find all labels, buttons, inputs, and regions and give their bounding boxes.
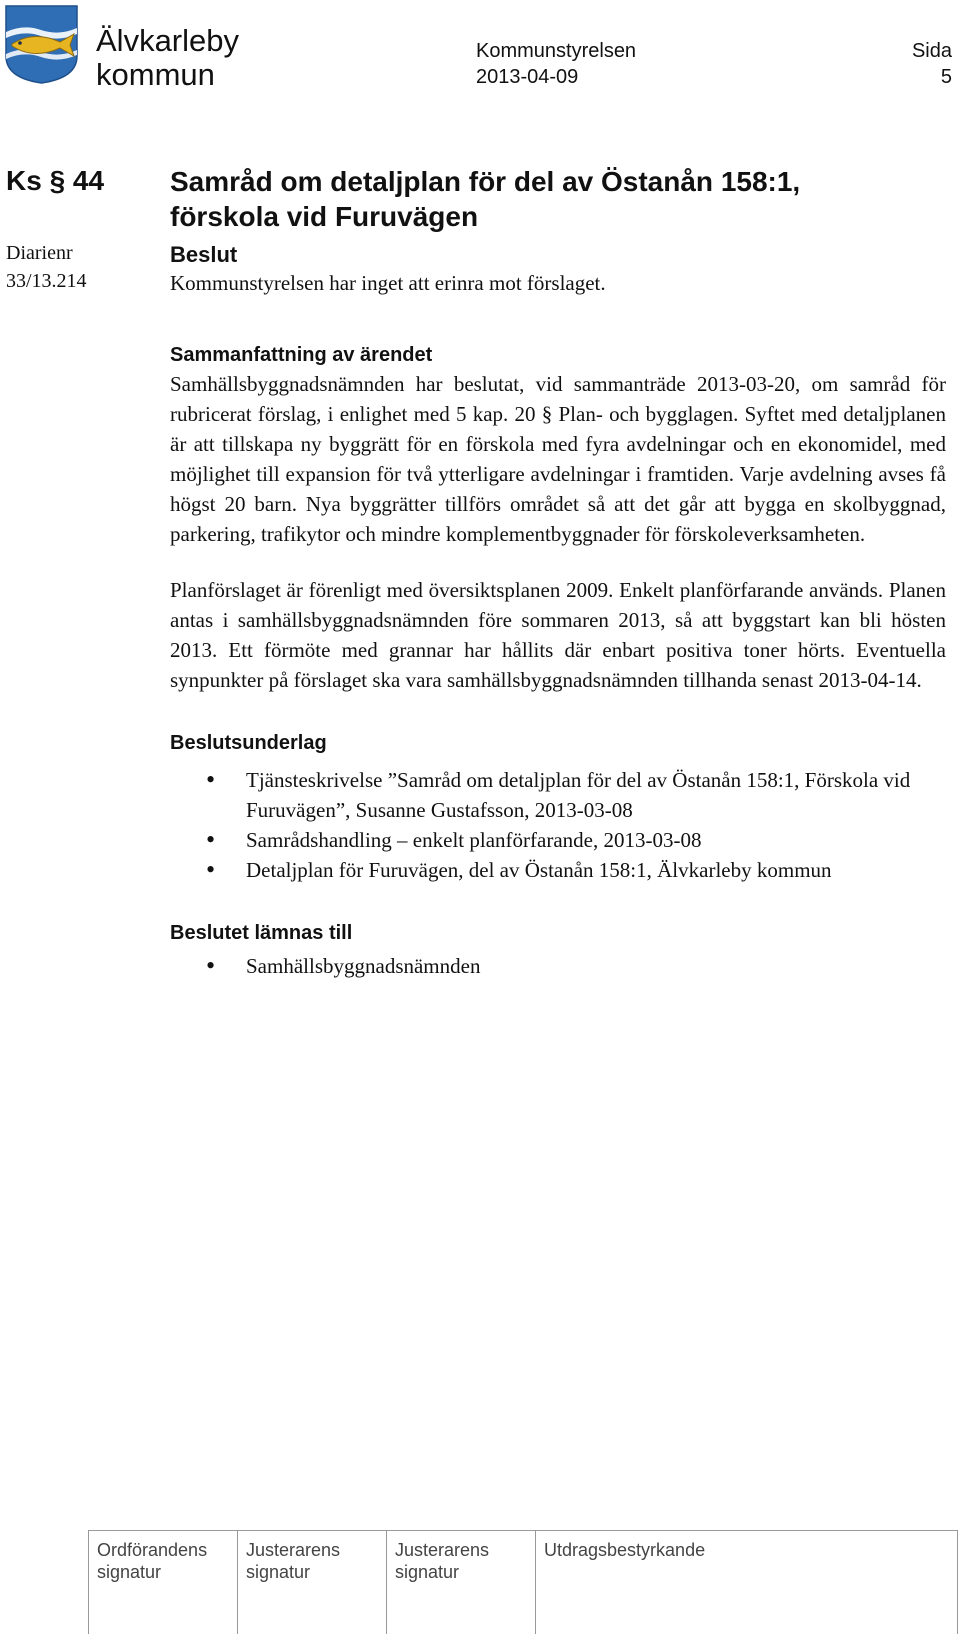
signature-table — [88, 1530, 958, 1634]
diarienummer — [6, 239, 87, 295]
signature-role: Utdragsbestyrkande — [544, 1540, 706, 1560]
page-title-line1: Samråd om detaljplan för del av Östanån 158:1, — [170, 166, 801, 197]
sammanfattning-heading: Sammanfattning av ärendet — [170, 344, 433, 366]
list-item: • Samrådshandling – enkelt planförfarande, 2013-03-08 — [170, 825, 946, 855]
fish-coat-of-arms-icon — [4, 4, 79, 84]
sammanfattning-paragraph-2: Planförslaget är förenligt med översiktsplanen 2009. Enkelt planförfarande används. Planen antas i samhällsbyggnadsnämnden före sommaren 2013, så att byggstart kan bli hösten 2013. Ett förmöte med grannar har hållits där enbart positiva toner hörts. Eventuella synpunkter på förslaget ska vara samhällsbyggnadsnämnden tillhanda senast 2013-04-14. — [170, 578, 946, 692]
organization-name-line2: kommun — [96, 57, 215, 92]
signature-label: signatur — [97, 1562, 162, 1582]
beslut-text: Kommunstyrelsen har inget att erinra mot förslaget. — [170, 271, 606, 295]
signature-label: signatur — [246, 1562, 311, 1582]
header-unit: Kommunstyrelsen — [476, 40, 637, 62]
signature-cell-ordforande — [88, 1531, 237, 1634]
signature-label: signatur — [395, 1562, 460, 1582]
header-unit-block — [476, 38, 636, 90]
main-content — [170, 164, 946, 981]
beslut-heading: Beslut — [170, 242, 238, 267]
page-title-line2: förskola vid Furuvägen — [170, 201, 479, 232]
page-label: Sida — [911, 40, 952, 62]
paragraph-number: Ks § 44 — [6, 165, 105, 196]
page-title — [170, 164, 946, 234]
header-date: 2013-04-09 — [476, 66, 579, 88]
organization-name-line1: Älvkarleby — [96, 23, 239, 58]
signature-cell-justerare-1 — [237, 1531, 386, 1634]
signature-cell-justerare-2 — [386, 1531, 535, 1634]
signature-role: Ordförandens — [97, 1540, 208, 1560]
header-page-block — [912, 38, 952, 90]
signature-cell-utdragsbestyrkande — [535, 1531, 958, 1634]
beslutsunderlag-list — [170, 765, 946, 885]
beslutsunderlag-heading: Beslutsunderlag — [170, 732, 327, 754]
diarienr-label: Diarienr — [6, 242, 73, 264]
beslutet-lamnas-till-heading: Beslutet lämnas till — [170, 922, 353, 944]
list-item: • Tjänsteskrivelse ”Samråd om detaljplan för del av Östanån 158:1, Förskola vid Furuvägen”, Susanne Gustafsson, 2013-03-08 — [170, 765, 946, 825]
signature-role: Justerarens — [246, 1540, 341, 1560]
organization-name — [96, 24, 239, 92]
list-item: • Samhällsbyggnadsnämnden — [170, 951, 946, 981]
beslutet-lamnas-till-list — [170, 951, 946, 981]
sammanfattning-paragraph-1: Samhällsbyggnadsnämnden har beslutat, vid sammanträde 2013-03-20, om samråd för rubricerat förslag, i enlighet med 5 kap. 20 § Plan- och bygglagen. Syftet med detaljplanen är att tillskapa ny byggrätt för en förskola med fyra avdelningar och en ekonomidel, med möjlighet till expansion för två ytterligare avdelningar i framtiden. Varje avdelning avses få högst 20 barn. Nya byggrätter tillförs området så att det går att bygga en skolbyggnad, parkering, trafikytor och mindre komplementbyggnader för förskoleverksamheten. — [170, 372, 946, 546]
list-item: • Detaljplan för Furuvägen, del av Östanån 158:1, Älvkarleby kommun — [170, 855, 946, 885]
page-number: 5 — [940, 66, 952, 88]
diarienr-value: 33/13.214 — [6, 270, 87, 292]
signature-role: Justerarens — [395, 1540, 490, 1560]
